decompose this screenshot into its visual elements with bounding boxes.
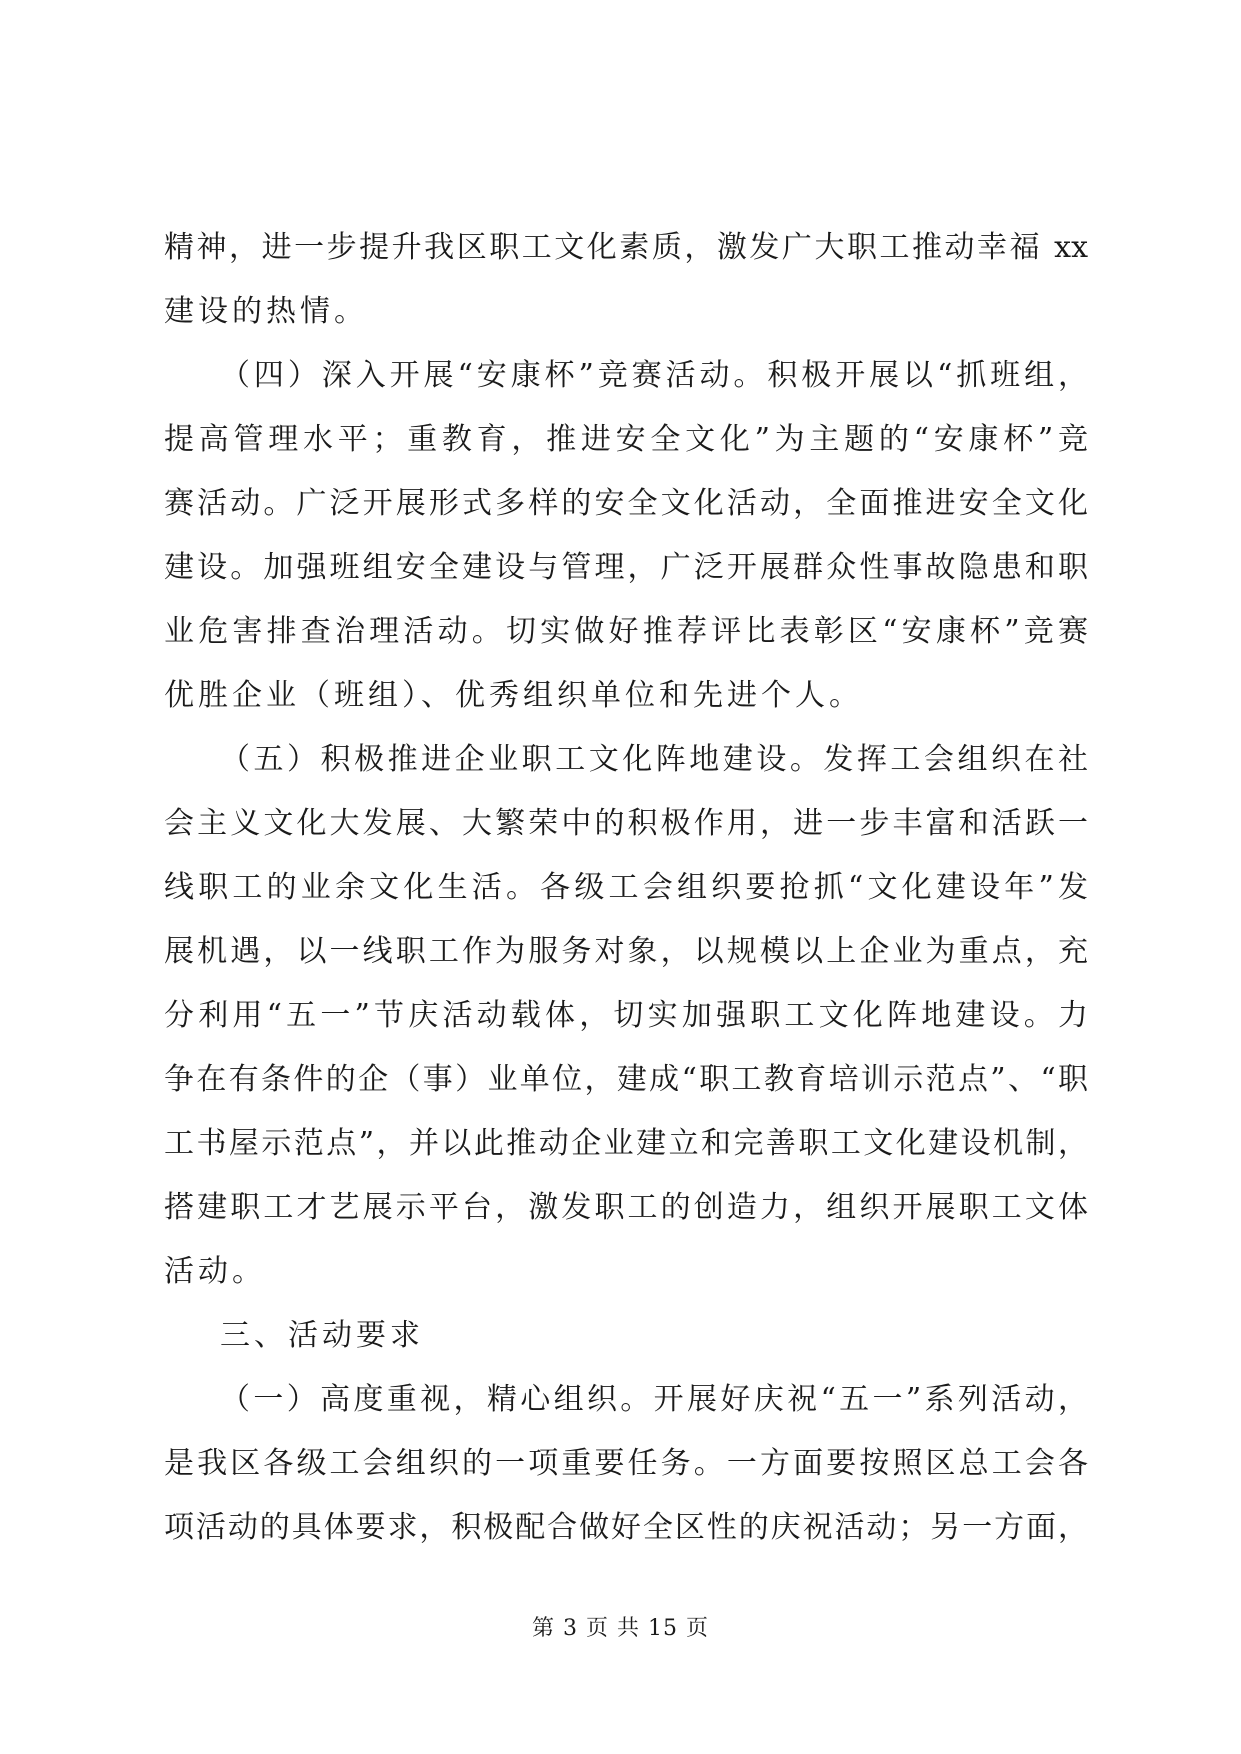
text-line-14: 争在有条件的企（事）业单位，建成“职工教育培训示范点”、“职 [164, 1062, 1088, 1097]
text-line-5: 赛活动。广泛开展形式多样的安全文化活动，全面推进安全文化 [164, 486, 1088, 521]
text-line-11: 线职工的业余文化生活。各级工会组织要抢抓“文化建设年”发 [164, 870, 1088, 905]
page-footer: 第 3 页 共 15 页 [532, 1616, 709, 1641]
section-heading: 三、活动要求 [220, 1318, 424, 1353]
text-line-6: 建设。加强班组安全建设与管理，广泛开展群众性事故隐患和职 [164, 550, 1088, 585]
text-line-2: 建设的热情。 [164, 294, 368, 329]
text-line-13: 分利用“五一”节庆活动载体，切实加强职工文化阵地建设。力 [164, 998, 1088, 1033]
text-line-8: 优胜企业（班组）、优秀组织单位和先进个人。 [164, 678, 863, 713]
text-line-1: 精神，进一步提升我区职工文化素质，激发广大职工推动幸福 xx [164, 230, 1088, 265]
text-line-10: 会主义文化大发展、大繁荣中的积极作用，进一步丰富和活跃一 [164, 806, 1088, 841]
text-line-19: （一）高度重视，精心组织。开展好庆祝“五一”系列活动， [220, 1382, 1088, 1417]
text-line-15: 工书屋示范点”，并以此推动企业建立和完善职工文化建设机制， [164, 1126, 1088, 1161]
text-line-20: 是我区各级工会组织的一项重要任务。一方面要按照区总工会各 [164, 1446, 1088, 1481]
text-line-9: （五）积极推进企业职工文化阵地建设。发挥工会组织在社 [220, 742, 1088, 777]
text-line-21: 项活动的具体要求，积极配合做好全区性的庆祝活动；另一方面， [164, 1510, 1088, 1545]
text-line-17: 活动。 [164, 1254, 266, 1289]
text-line-12: 展机遇，以一线职工作为服务对象，以规模以上企业为重点，充 [164, 934, 1088, 969]
text-line-16: 搭建职工才艺展示平台，激发职工的创造力，组织开展职工文体 [164, 1190, 1088, 1225]
text-line-7: 业危害排查治理活动。切实做好推荐评比表彰区“安康杯”竞赛 [164, 614, 1088, 649]
text-line-4: 提高管理水平；重教育，推进安全文化”为主题的“安康杯”竞 [164, 422, 1088, 457]
text-line-3: （四）深入开展“安康杯”竞赛活动。积极开展以“抓班组， [220, 358, 1088, 393]
